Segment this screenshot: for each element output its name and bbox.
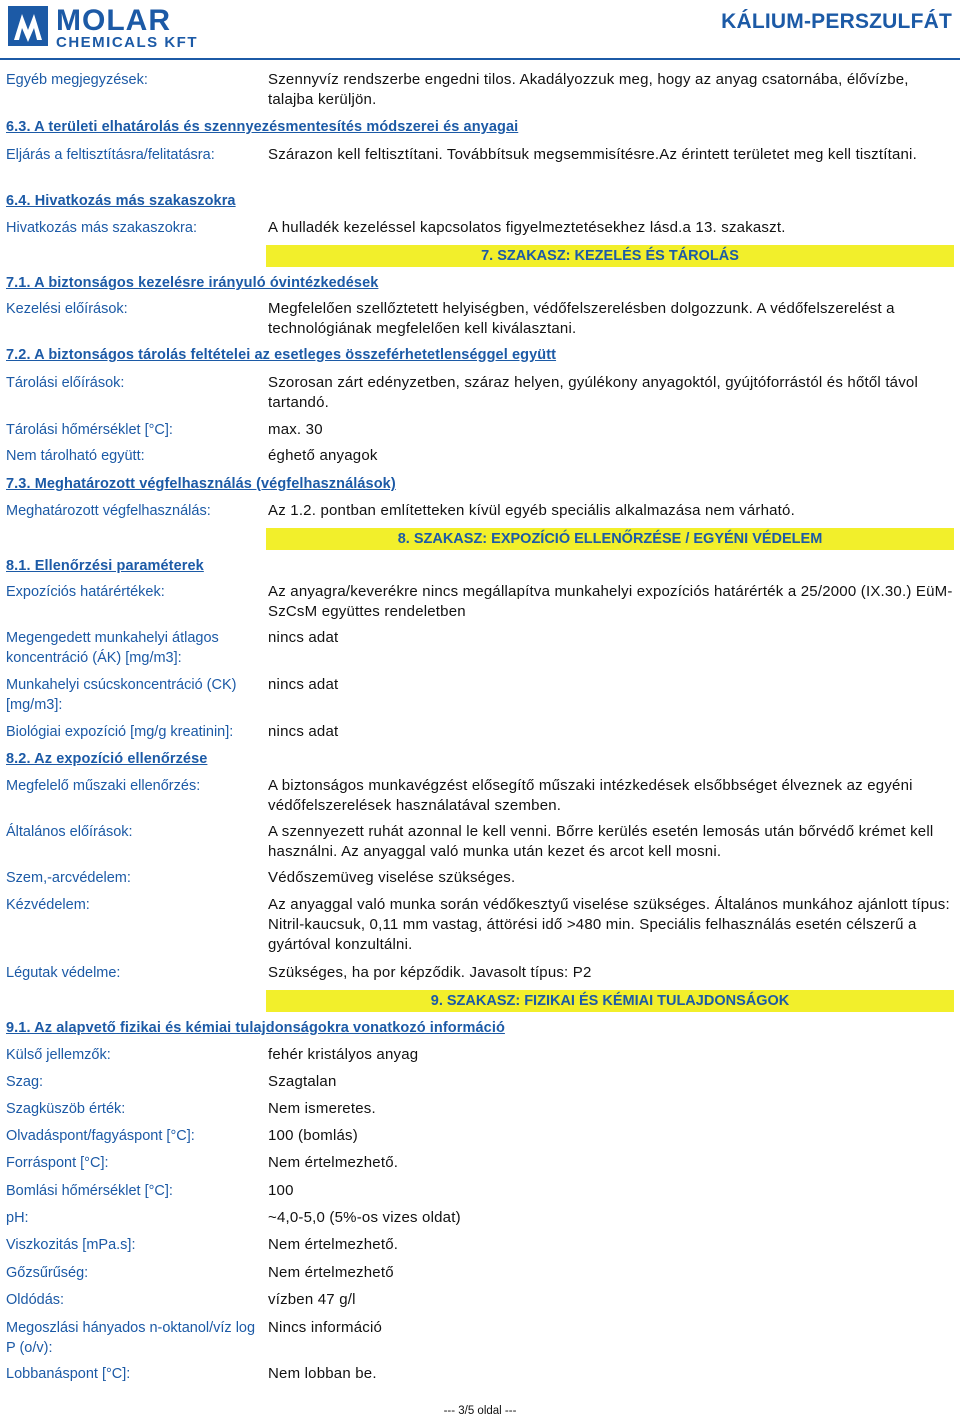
tech-control-label: Megfelelő műszaki ellenőrzés: bbox=[6, 778, 201, 794]
section-7-title: 7. SZAKASZ: KEZELÉS ÉS TÁROLÁS bbox=[481, 248, 739, 264]
storage-temp-value: max. 30 bbox=[268, 421, 323, 438]
subsection-8-2-title: 8.2. Az expozíció ellenőrzése bbox=[6, 751, 208, 767]
subsection-9-1-title: 9.1. Az alapvető fizikai és kémiai tulajdonságokra vonatkozó információ bbox=[6, 1020, 505, 1036]
company-logo bbox=[6, 2, 231, 50]
eye-protection-label: Szem,-arcvédelem: bbox=[6, 870, 131, 886]
prop-value: Nem értelmezhető. bbox=[268, 1154, 399, 1171]
prop-label: Viszkozitás [mPa.s]: bbox=[6, 1237, 136, 1253]
ck-label: Munkahelyi csúcskoncentráció (CK) [mg/m3]: bbox=[6, 677, 237, 713]
prop-value: 100 (bomlás) bbox=[268, 1127, 358, 1144]
section-8-title: 8. SZAKASZ: EXPOZÍCIÓ ELLENŐRZÉSE / EGYÉNI VÉDELEM bbox=[397, 531, 823, 547]
eye-protection-value: Védőszemüveg viselése szükséges. bbox=[268, 869, 516, 886]
subsection-7-3-title: 7.3. Meghatározott végfelhasználás (végfelhasználások) bbox=[6, 476, 396, 492]
storage-label: Tárolási előírások: bbox=[6, 375, 125, 391]
other-notes-label: Egyéb megjegyzések: bbox=[6, 72, 148, 88]
tech-control-value: A biztonságos munkavégzést elősegítő műszaki intézkedések elsőbbséget élveznek az egyéni védőfelszerelések használatával szemben. bbox=[268, 777, 913, 814]
prop-value: Nem ismeretes. bbox=[268, 1100, 376, 1117]
storage-temp-label: Tárolási hőmérséklet [°C]: bbox=[6, 422, 173, 438]
hand-protection-value: Az anyaggal való munka során védőkesztyű viselése szükséges. Általános munkához ajánlott típus: Nitril-kaucsuk, 0,11 mm vastag, áttörési idő >480 min. Speciális felhasználás esetén célszerű a gyártóval konzultálni. bbox=[268, 896, 950, 953]
prop-value: vízben 47 g/l bbox=[268, 1291, 356, 1308]
hand-protection-label: Kézvédelem: bbox=[6, 897, 90, 913]
prop-label: Forráspont [°C]: bbox=[6, 1155, 109, 1171]
subsection-6-4-title: 6.4. Hivatkozás más szakaszokra bbox=[6, 193, 236, 209]
exposure-limits-label: Expozíciós határértékek: bbox=[6, 584, 165, 600]
document-title: KÁLIUM-PERSZULFÁT bbox=[721, 10, 952, 33]
prop-value: ~4,0-5,0 (5%-os vizes oldat) bbox=[268, 1209, 461, 1226]
prop-label: pH: bbox=[6, 1210, 29, 1226]
ak-value: nincs adat bbox=[268, 629, 339, 646]
ck-value: nincs adat bbox=[268, 676, 339, 693]
respiratory-value: Szükséges, ha por képződik. Javasolt típus: P2 bbox=[268, 964, 592, 981]
handling-value: Megfelelően szellőztetett helyiségben, védőfelszerelésben dolgozzunk. A védőfelszerelést a technológiának megfelelően kell kiválasztani. bbox=[268, 300, 895, 337]
prop-label: Szagküszöb érték: bbox=[6, 1101, 126, 1117]
subsection-7-1-title: 7.1. A biztonságos kezelésre irányuló óvintézkedések bbox=[6, 275, 379, 291]
section-7-header-bar bbox=[266, 245, 954, 267]
general-rules-label: Általános előírások: bbox=[6, 824, 133, 840]
prop-label: Oldódás: bbox=[6, 1292, 65, 1308]
storage-value: Szorosan zárt edényzetben, száraz helyen, gyúlékony anyagoktól, gyújtóforrástól és hőtől távol tartandó. bbox=[268, 374, 919, 411]
prop-label: Bomlási hőmérséklet [°C]: bbox=[6, 1183, 173, 1199]
incompatible-value: éghető anyagok bbox=[268, 447, 378, 464]
subsection-7-2-title: 7.2. A biztonságos tárolás feltételei az esetleges összeférhetetlenséggel együtt bbox=[6, 347, 557, 363]
prop-value: Nem lobban be. bbox=[268, 1365, 377, 1382]
page-header bbox=[0, 0, 960, 60]
handling-label: Kezelési előírások: bbox=[6, 301, 128, 317]
prop-value: Nem értelmezhető. bbox=[268, 1236, 399, 1253]
prop-label: Olvadáspont/fagyáspont [°C]: bbox=[6, 1128, 195, 1144]
bio-exposure-value: nincs adat bbox=[268, 723, 339, 740]
prop-value: 100 bbox=[268, 1182, 294, 1199]
bio-exposure-label: Biológiai expozíció [mg/g kreatinin]: bbox=[6, 724, 234, 740]
prop-label: Gőzsűrűség: bbox=[6, 1265, 89, 1281]
end-use-label: Meghatározott végfelhasználás: bbox=[6, 503, 211, 519]
cleanup-label: Eljárás a feltisztításra/felitatásra: bbox=[6, 147, 215, 163]
respiratory-label: Légutak védelme: bbox=[6, 965, 121, 981]
section-8-header-bar bbox=[266, 528, 954, 550]
logo-text-molar: MOLAR bbox=[56, 4, 171, 37]
section-9-title: 9. SZAKASZ: FIZIKAI ÉS KÉMIAI TULAJDONSÁGOK bbox=[430, 993, 790, 1009]
section-9-header-bar bbox=[266, 990, 954, 1012]
prop-label: Megoszlási hányados n-oktanol/víz log P (o/v): bbox=[6, 1320, 256, 1356]
prop-value: Szagtalan bbox=[268, 1073, 337, 1090]
reference-label: Hivatkozás más szakaszokra: bbox=[6, 220, 197, 236]
cleanup-value: Szárazon kell feltisztítani. Továbbítsuk megsemmisítésre.Az érintett területet meg kell tisztítani. bbox=[268, 146, 917, 163]
prop-value: Nincs információ bbox=[268, 1319, 383, 1336]
end-use-value: Az 1.2. pontban említetteken kívül egyéb speciális alkalmazása nem várható. bbox=[268, 502, 795, 519]
prop-value: fehér kristályos anyag bbox=[268, 1046, 419, 1063]
prop-label: Lobbanáspont [°C]: bbox=[6, 1366, 131, 1382]
logo-text-chemicals: CHEMICALS KFT bbox=[56, 34, 198, 50]
prop-label: Szag: bbox=[6, 1074, 44, 1090]
exposure-limits-value: Az anyagra/keverékre nincs megállapítva munkahelyi expozíciós határérték a 25/2000 (IX.30.) EüM-SzCsM együttes rendeletben bbox=[268, 583, 953, 620]
general-rules-value: A szennyezett ruhát azonnal le kell venni. Bőrre kerülés esetén lemosás után bőrvédő krémet kell használni. Az anyaggal való munka után kezet és arcot kell mosni. bbox=[268, 823, 934, 860]
other-notes-value: Szennyvíz rendszerbe engedni tilos. Akadályozzuk meg, hogy az anyag csatornába, élővízbe, talajba kerüljön. bbox=[268, 71, 909, 108]
page-number: --- 3/5 oldal --- bbox=[443, 1405, 517, 1417]
reference-value: A hulladék kezeléssel kapcsolatos figyelmeztetésekhez lásd.a 13. szakaszt. bbox=[268, 219, 786, 236]
incompatible-label: Nem tárolható együtt: bbox=[6, 448, 145, 464]
subsection-8-1-title: 8.1. Ellenőrzési paraméterek bbox=[6, 558, 204, 574]
prop-value: Nem értelmezhető bbox=[268, 1264, 394, 1281]
ak-label: Megengedett munkahelyi átlagos koncentráció (ÁK) [mg/m3]: bbox=[6, 630, 219, 666]
subsection-6-3-title: 6.3. A területi elhatárolás és szennyezésmentesítés módszerei és anyagai bbox=[6, 119, 519, 135]
prop-label: Külső jellemzők: bbox=[6, 1047, 111, 1063]
